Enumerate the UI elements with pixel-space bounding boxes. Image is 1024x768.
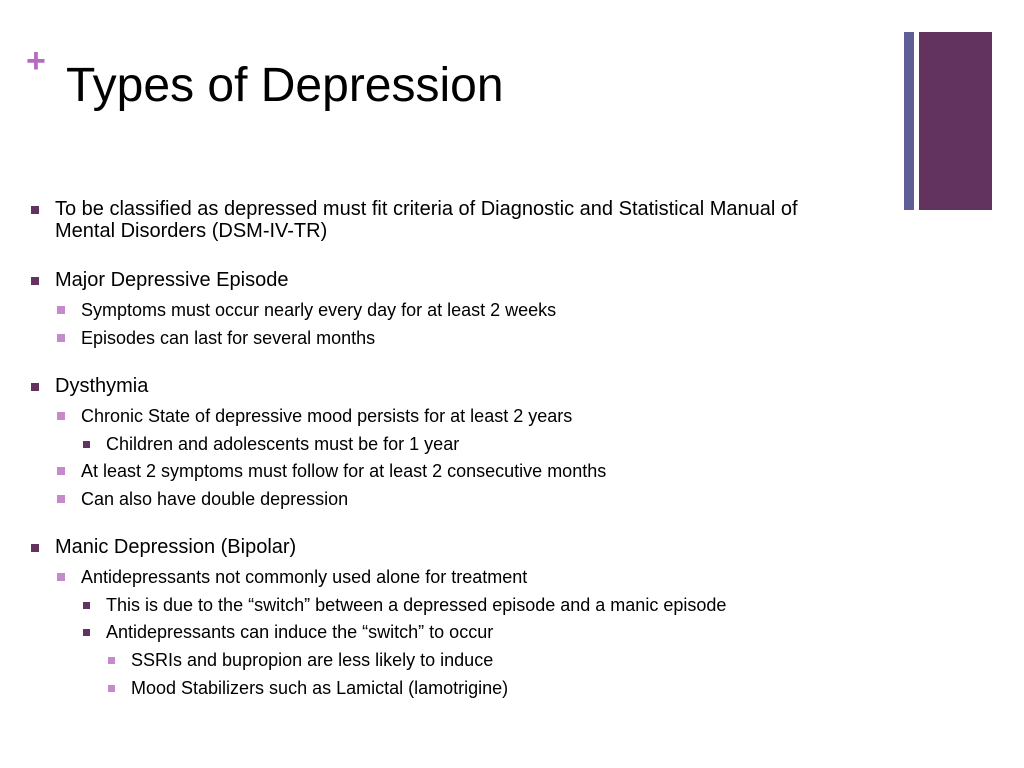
bullet-marker <box>31 277 39 285</box>
bullet-marker <box>31 544 39 552</box>
sub-bullet-item <box>81 300 556 320</box>
sub-sub-bullet-item <box>106 622 493 642</box>
bullet-text: Manic Depression (Bipolar) <box>55 536 297 558</box>
bullet-marker <box>108 657 115 664</box>
bullet-marker <box>83 629 90 636</box>
bullet-text: Chronic State of depressive mood persists for at least 2 years <box>81 406 573 426</box>
plus-icon: + <box>26 42 46 80</box>
bullet-marker <box>83 602 90 609</box>
bullet-item <box>55 536 296 558</box>
sub-bullet-item <box>81 567 527 587</box>
bullet-text: Dysthymia <box>55 375 149 397</box>
sub-bullet-item <box>81 406 572 426</box>
sub-bullet-item <box>81 328 375 348</box>
bullet-text: Symptoms must occur nearly every day for at least 2 weeks <box>81 300 557 320</box>
bullet-marker <box>57 495 65 503</box>
bullet-item <box>55 198 798 220</box>
bullet-text: This is due to the “switch” between a depressed episode and a manic episode <box>106 595 727 615</box>
slide-title: Types of Depression <box>66 59 504 112</box>
bullet-text: Can also have double depression <box>81 489 349 509</box>
bullet-text: Mental Disorders (DSM-IV-TR) <box>55 220 328 242</box>
bullet-marker <box>57 306 65 314</box>
bullet-marker <box>57 573 65 581</box>
bullet-marker <box>31 383 39 391</box>
bullet-marker <box>31 206 39 214</box>
sub-bullet-item <box>81 489 348 509</box>
bullet-text: Children and adolescents must be for 1 year <box>106 434 460 454</box>
bullet-marker <box>57 412 65 420</box>
bullet-text: Antidepressants can induce the “switch” to occur <box>106 622 494 642</box>
bullet-marker <box>57 334 65 342</box>
bullet-text: To be classified as depressed must fit criteria of Diagnostic and Statistical Manual of <box>55 198 798 220</box>
bullet-marker <box>108 685 115 692</box>
bullet-text: Major Depressive Episode <box>55 269 289 291</box>
bullet-marker <box>83 441 90 448</box>
sub-sub-bullet-item <box>106 595 726 615</box>
bullet-item-continuation <box>55 220 327 242</box>
bullet-text: Episodes can last for several months <box>81 328 376 348</box>
bullet-text: Mood Stabilizers such as Lamictal (lamotrigine) <box>131 678 509 698</box>
sub-sub-bullet-item <box>106 434 459 454</box>
bullet-marker <box>57 467 65 475</box>
bullet-item <box>55 375 148 397</box>
sub-bullet-item <box>81 461 606 481</box>
bullet-text: Antidepressants not commonly used alone for treatment <box>81 567 528 587</box>
bullet-text: At least 2 symptoms must follow for at least 2 consecutive months <box>81 461 607 481</box>
bullet-item <box>55 269 288 291</box>
sub-sub-sub-bullet-item <box>131 678 508 698</box>
sub-sub-sub-bullet-item <box>131 650 493 670</box>
bullet-text: SSRIs and bupropion are less likely to induce <box>131 650 494 670</box>
